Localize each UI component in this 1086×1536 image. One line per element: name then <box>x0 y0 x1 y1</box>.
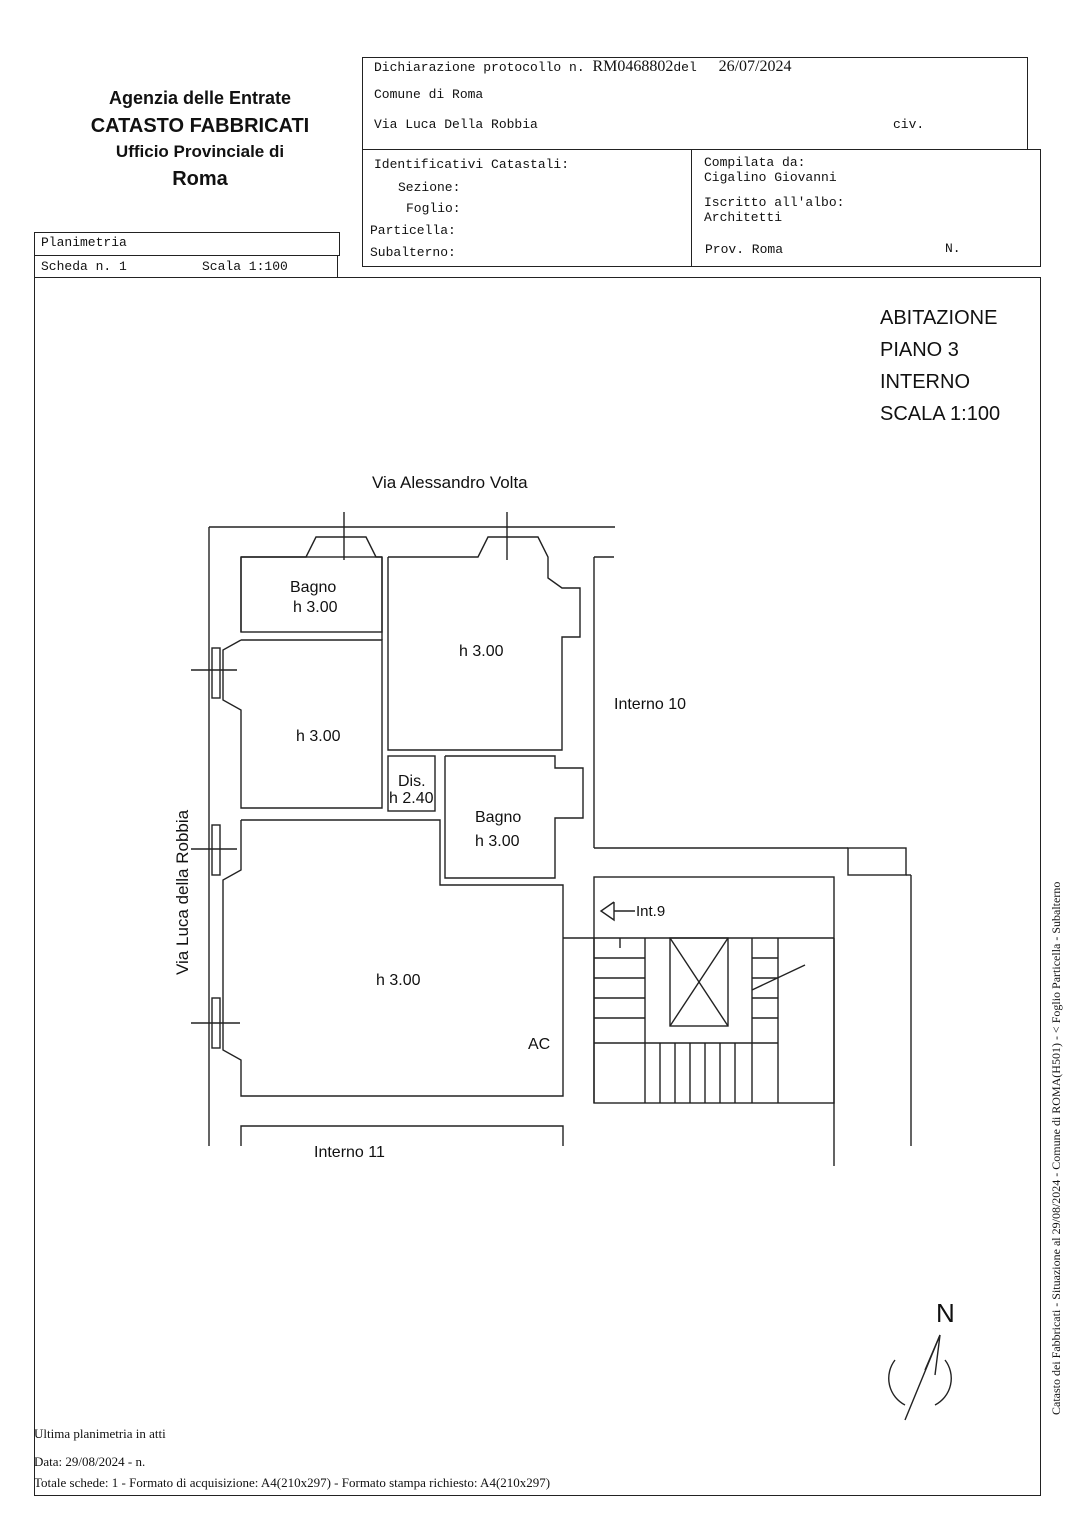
sezione-label: Sezione: <box>398 180 461 195</box>
city-name: Roma <box>172 168 228 190</box>
dis-name: Dis. <box>398 773 426 790</box>
agency-name: Agenzia delle Entrate <box>108 88 292 108</box>
ac-label: AC <box>528 1036 551 1053</box>
plan-info-line3: INTERNO <box>880 371 970 393</box>
plan-info-line1: ABITAZIONE <box>880 307 998 329</box>
subalterno-label: Subalterno: <box>370 245 456 260</box>
footer-line2: Data: 29/08/2024 - n. <box>34 1454 146 1469</box>
room-top-height: h 3.00 <box>459 643 504 660</box>
north-label: N <box>936 1298 955 1328</box>
bagno1-height: h 3.00 <box>293 599 338 616</box>
interno10-label: Interno 10 <box>614 696 687 713</box>
main-room-height: h 3.00 <box>376 972 421 989</box>
office-name: Ufficio Provinciale di <box>115 142 285 161</box>
plan-info-line2: PIANO 3 <box>880 339 959 361</box>
n-label: N. <box>945 241 961 256</box>
foglio-label: Foglio: <box>406 201 461 216</box>
planimetria-label: Planimetria <box>41 235 127 250</box>
albo-name: Architetti <box>704 210 783 225</box>
declaration-date: 26/07/2024 <box>718 58 792 75</box>
street-left-label: Via Luca della Robbia <box>173 809 192 975</box>
int9-label: Int.9 <box>636 903 666 920</box>
dis-height: h 2.40 <box>389 790 434 807</box>
bagno1-name: Bagno <box>290 579 337 596</box>
del-label: del <box>673 60 697 75</box>
civ-label: civ. <box>893 117 925 132</box>
declaration-label: Dichiarazione protocollo n. <box>374 60 585 75</box>
interno11-label: Interno 11 <box>314 1144 385 1161</box>
compiler-name: Cigalino Giovanni <box>704 170 837 185</box>
bagno2-height: h 3.00 <box>475 833 520 850</box>
room-left-height: h 3.00 <box>296 728 341 745</box>
iscritto-label: Iscritto all'albo: <box>704 195 845 210</box>
catasto-title: CATASTO FABBRICATI <box>90 115 310 137</box>
prov-label: Prov. Roma <box>705 242 784 257</box>
scheda-label: Scheda n. 1 <box>41 259 127 274</box>
footer <box>34 1426 550 1491</box>
plan-info-line4: SCALA 1:100 <box>880 403 1001 425</box>
scala-label: Scala 1:100 <box>202 259 288 274</box>
footer-line1: Ultima planimetria in atti <box>34 1426 166 1441</box>
identificativi-label: Identificativi Catastali: <box>374 157 570 172</box>
address-text: Via Luca Della Robbia <box>374 117 538 132</box>
street-top-label: Via Alessandro Volta <box>372 473 528 492</box>
footer-line3: Totale schede: 1 - Formato di acquisizione: A4(210x297) - Formato stampa richiesto: A4(210x297) <box>34 1475 551 1490</box>
protocol-number: RM0468802 <box>592 58 674 75</box>
comune-text: Comune di Roma <box>374 87 484 102</box>
compilata-label: Compilata da: <box>704 155 806 170</box>
side-note: Catasto dei Fabbricati - Situazione al 29/08/2024 - Comune di ROMA(H501) - < Foglio Particella - Subalterno <box>1049 881 1063 1415</box>
bagno2-name: Bagno <box>475 809 522 826</box>
particella-label: Particella: <box>370 223 456 238</box>
